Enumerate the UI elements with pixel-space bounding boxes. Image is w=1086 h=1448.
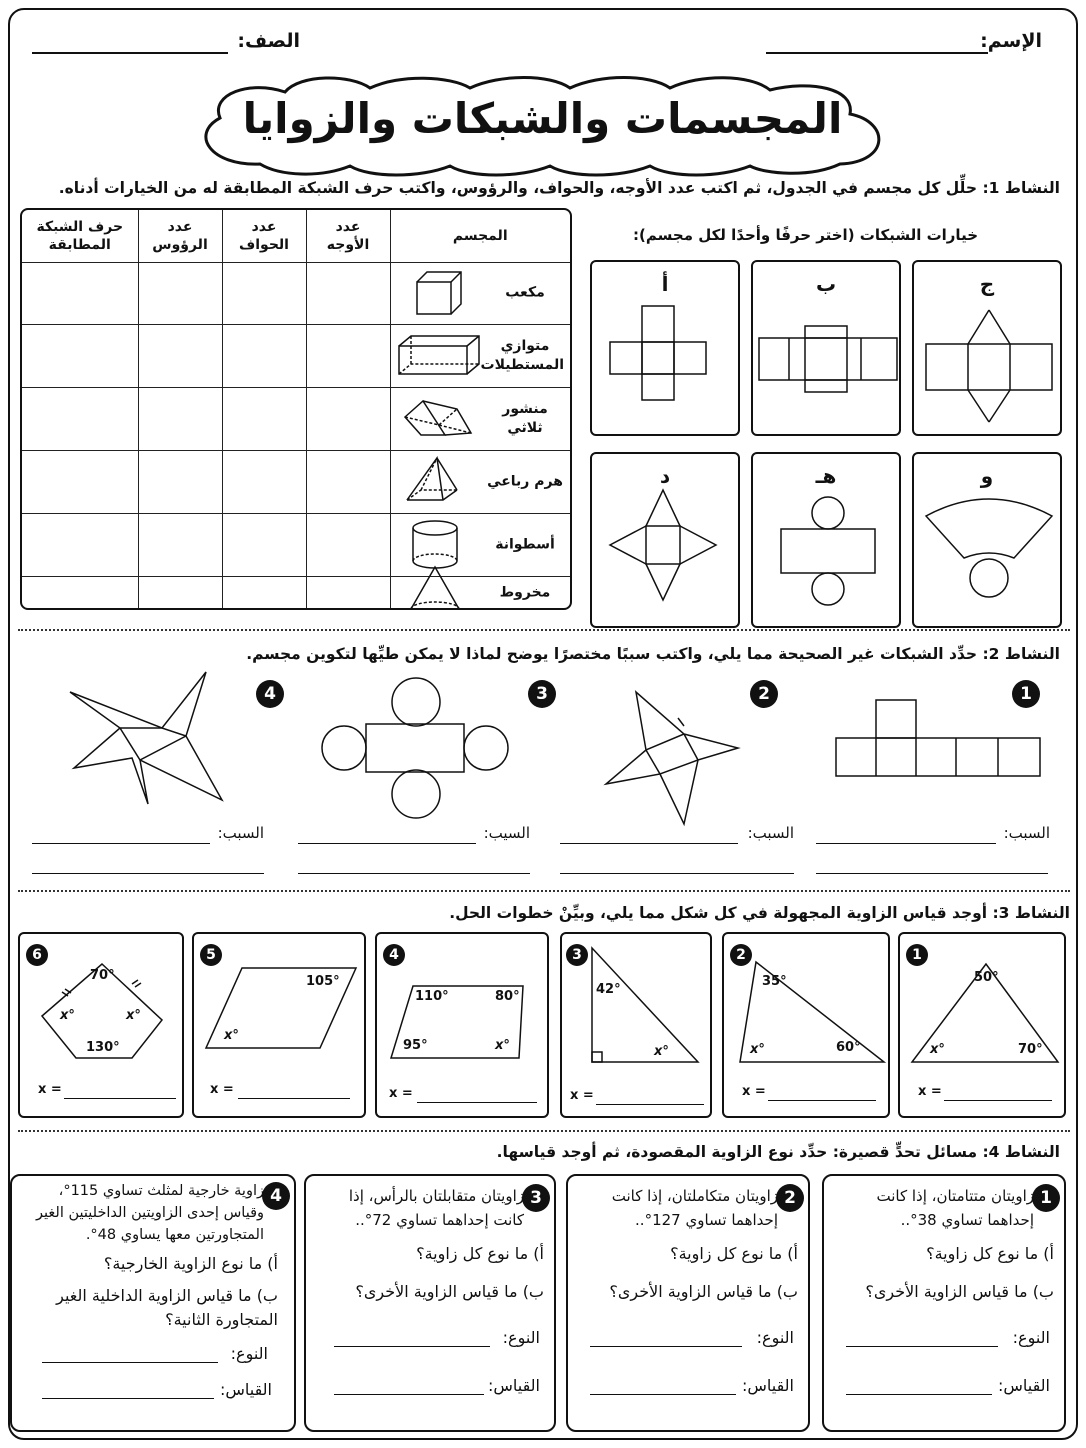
pyramid-net-icon bbox=[592, 454, 742, 630]
reason-line[interactable] bbox=[560, 873, 794, 874]
solid-rectangular-prism bbox=[390, 325, 570, 388]
question-b: ب) ما قياس الزاوية الداخلية الغير المتجاورة الثانية؟ bbox=[56, 1286, 278, 1329]
angle-label: x° bbox=[654, 1044, 669, 1059]
solid-name: أسطوانة bbox=[495, 536, 555, 553]
net-option-dal[interactable] bbox=[590, 452, 740, 628]
number-badge: 2 bbox=[730, 944, 752, 966]
col-net-letter: حرف الشبكة المطابقة bbox=[22, 210, 138, 262]
class-label: الصف: bbox=[237, 30, 300, 52]
challenge-problem-1 bbox=[822, 1174, 1066, 1432]
challenge-problem-2 bbox=[566, 1174, 810, 1432]
edges-cell[interactable] bbox=[222, 451, 306, 514]
name-label: الإسم: bbox=[980, 30, 1042, 52]
vertices-cell[interactable] bbox=[138, 262, 222, 325]
nets-heading: خيارات الشبكات (اختر حرفًا وأحدًا لكل مجسم): bbox=[633, 226, 978, 244]
reason-line[interactable] bbox=[298, 873, 530, 874]
faces-cell[interactable] bbox=[306, 325, 390, 388]
solid-name: متوازي المستطيلات bbox=[480, 338, 564, 374]
solid-name: هرم رباعي bbox=[487, 473, 563, 490]
number-badge: 1 bbox=[906, 944, 928, 966]
x-equals-label: x = bbox=[389, 1086, 413, 1101]
question-b: ب) ما قياس الزاوية الأخرى؟ bbox=[609, 1282, 798, 1301]
rectangular-prism-net-icon bbox=[753, 262, 903, 438]
solid-cube bbox=[390, 262, 570, 325]
type-answer-line[interactable] bbox=[846, 1346, 998, 1347]
solid-name: منشور ثلاثي bbox=[502, 401, 548, 437]
section-divider bbox=[18, 1130, 1070, 1132]
angle-label: 70° bbox=[1018, 1042, 1043, 1057]
faces-cell[interactable] bbox=[306, 451, 390, 514]
col-faces: عدد الأوجه bbox=[306, 210, 390, 262]
edges-cell[interactable] bbox=[222, 325, 306, 388]
angle-label: 35° bbox=[762, 974, 787, 989]
reason-label: السيب: bbox=[483, 824, 530, 842]
angle-label: 60° bbox=[836, 1040, 861, 1055]
angle-label: x° bbox=[224, 1028, 239, 1043]
triangular-prism-icon bbox=[401, 397, 475, 441]
cylinder-icon bbox=[401, 519, 465, 571]
angle-label: x° bbox=[60, 1008, 75, 1023]
number-badge: 2 bbox=[776, 1184, 804, 1212]
number-badge: 6 bbox=[26, 944, 48, 966]
question-b: ب) ما قياس الزاوية الأخرى؟ bbox=[865, 1282, 1054, 1301]
number-badge: 1 bbox=[1032, 1184, 1060, 1212]
angle-label: x° bbox=[495, 1038, 510, 1053]
type-label: النوع: bbox=[502, 1328, 540, 1347]
rectangular-prism-icon bbox=[397, 334, 481, 378]
cube-icon bbox=[401, 268, 465, 318]
question-a: أ) ما نوع الزاوية الخارجية؟ bbox=[103, 1254, 278, 1273]
net-letter: هـ bbox=[815, 464, 837, 488]
title-cloud bbox=[190, 74, 895, 178]
reason-line[interactable] bbox=[560, 843, 738, 844]
number-badge: 1 bbox=[1012, 680, 1040, 708]
challenge-problem-3 bbox=[304, 1174, 556, 1432]
vertices-cell[interactable] bbox=[138, 388, 222, 451]
reason-label: السبب: bbox=[747, 824, 794, 842]
col-vertices: عدد الرؤوس bbox=[138, 210, 222, 262]
net-letter-cell[interactable] bbox=[22, 451, 138, 514]
net-figure-1 bbox=[830, 696, 1046, 780]
angle-label: 42° bbox=[596, 982, 621, 997]
x-equals-label: x = bbox=[210, 1082, 234, 1097]
angle-label: 70° bbox=[90, 968, 115, 983]
problem-text: زاويتان متقابلتان بالرأس، إذا كانت إحداهما تساوي 72°.. bbox=[348, 1187, 524, 1229]
measure-answer-line[interactable] bbox=[590, 1394, 736, 1395]
cube-net-icon bbox=[592, 262, 742, 438]
edges-cell[interactable] bbox=[222, 577, 306, 608]
reason-label: السبب: bbox=[217, 824, 264, 842]
net-letter: ب bbox=[815, 272, 837, 296]
reason-line[interactable] bbox=[816, 843, 996, 844]
type-answer-line[interactable] bbox=[42, 1362, 218, 1363]
faces-cell[interactable] bbox=[306, 388, 390, 451]
answer-line[interactable] bbox=[596, 1104, 704, 1105]
number-badge: 3 bbox=[522, 1184, 550, 1212]
cylinder-net-icon bbox=[753, 454, 903, 630]
net-option-haa[interactable] bbox=[751, 452, 901, 628]
page-title: المجسمات والشبكات والزوايا bbox=[242, 94, 843, 143]
angle-label: 80° bbox=[495, 989, 520, 1004]
solid-triangular-prism bbox=[390, 388, 570, 451]
problem-text: زاوية خارجية لمثلث تساوي 115°، وقياس إحدى الزاويتين الداخليتين الغير المتجاورتين معها يساوي 48°. bbox=[36, 1183, 264, 1243]
net-letter-cell[interactable] bbox=[22, 577, 138, 608]
x-equals-label: x = bbox=[918, 1084, 942, 1099]
net-letter-cell[interactable] bbox=[22, 262, 138, 325]
answer-line[interactable] bbox=[417, 1102, 537, 1103]
number-badge: 5 bbox=[200, 944, 222, 966]
activity1-instruction: النشاط 1: حلِّل كل مجسم في الجدول، ثم اكتب عدد الأوجه، والحواف، والرؤوس، واكتب حرف الشبكة المطابقة له من الخيارات أدناه. bbox=[58, 179, 1060, 197]
faces-cell[interactable] bbox=[306, 514, 390, 577]
type-answer-line[interactable] bbox=[590, 1346, 742, 1347]
table-row bbox=[22, 262, 570, 325]
angle-problem-4 bbox=[375, 932, 549, 1118]
measure-answer-line[interactable] bbox=[334, 1394, 484, 1395]
reason-line[interactable] bbox=[298, 843, 476, 844]
pyramid-icon bbox=[401, 456, 465, 508]
measure-answer-line[interactable] bbox=[846, 1394, 992, 1395]
answer-line[interactable] bbox=[768, 1100, 876, 1101]
measure-label: القياس: bbox=[219, 1380, 272, 1399]
solid-cone bbox=[390, 577, 570, 608]
type-label: النوع: bbox=[756, 1328, 794, 1347]
number-badge: 4 bbox=[383, 944, 405, 966]
x-equals-label: x = bbox=[38, 1082, 62, 1097]
angle-label: x° bbox=[126, 1008, 141, 1023]
question-a: أ) ما نوع كل زاوية؟ bbox=[416, 1244, 544, 1263]
angle-label: 95° bbox=[403, 1038, 428, 1053]
reason-line[interactable] bbox=[816, 873, 1048, 874]
class-field[interactable] bbox=[32, 52, 228, 54]
net-letter-cell[interactable] bbox=[22, 388, 138, 451]
angle-label: 105° bbox=[306, 974, 340, 989]
solid-name: مخروط bbox=[499, 584, 551, 601]
angle-label: 50° bbox=[974, 970, 999, 985]
x-equals-label: x = bbox=[742, 1084, 766, 1099]
x-equals-label: x = bbox=[570, 1088, 594, 1103]
vertices-cell[interactable] bbox=[138, 451, 222, 514]
net-letter: د bbox=[659, 464, 671, 488]
angle-label: x° bbox=[750, 1042, 765, 1057]
faces-cell[interactable] bbox=[306, 262, 390, 325]
net-figure-2 bbox=[600, 688, 744, 828]
edges-cell[interactable] bbox=[222, 262, 306, 325]
vertices-cell[interactable] bbox=[138, 577, 222, 608]
answer-line[interactable] bbox=[64, 1098, 176, 1099]
table-row bbox=[22, 388, 570, 451]
challenge-problem-4 bbox=[10, 1174, 296, 1432]
section-divider bbox=[18, 629, 1070, 631]
problem-text: زاويتان متكاملتان، إذا كانت إحداهما تساوي 127°.. bbox=[611, 1187, 778, 1229]
table-row bbox=[22, 514, 570, 577]
net-letter-cell[interactable] bbox=[22, 514, 138, 577]
angle-problem-3 bbox=[560, 932, 712, 1118]
section-divider bbox=[18, 890, 1070, 892]
net-letter: و bbox=[980, 464, 994, 488]
question-a: أ) ما نوع كل زاوية؟ bbox=[926, 1244, 1054, 1263]
net-option-alef[interactable] bbox=[590, 260, 740, 436]
measure-label: القياس: bbox=[741, 1376, 794, 1395]
net-option-baa[interactable] bbox=[751, 260, 901, 436]
table-row bbox=[22, 325, 570, 388]
reason-line[interactable] bbox=[32, 843, 210, 844]
net-figure-4 bbox=[66, 668, 226, 808]
vertices-cell[interactable] bbox=[138, 514, 222, 577]
number-badge: 2 bbox=[750, 680, 778, 708]
col-edges: عدد الحواف bbox=[222, 210, 306, 262]
net-option-waw[interactable] bbox=[912, 452, 1062, 628]
table-row bbox=[22, 577, 570, 608]
type-label: النوع: bbox=[230, 1344, 268, 1363]
solids-table bbox=[20, 208, 572, 610]
net-letter: ج bbox=[979, 272, 995, 296]
edges-cell[interactable] bbox=[222, 514, 306, 577]
cone-icon bbox=[401, 565, 465, 610]
number-badge: 4 bbox=[256, 680, 284, 708]
angle-problem-6 bbox=[18, 932, 184, 1118]
net-letter: أ bbox=[661, 272, 669, 296]
col-solid: المجسم bbox=[390, 210, 570, 262]
solid-name: مكعب bbox=[505, 284, 545, 301]
number-badge: 3 bbox=[566, 944, 588, 966]
net-option-jeem[interactable] bbox=[912, 260, 1062, 436]
measure-label: القياس: bbox=[997, 1376, 1050, 1395]
cone-net-icon bbox=[914, 454, 1064, 630]
measure-label: القياس: bbox=[487, 1376, 540, 1395]
reason-line[interactable] bbox=[32, 873, 264, 874]
type-label: النوع: bbox=[1012, 1328, 1050, 1347]
triangular-prism-net-icon bbox=[914, 262, 1064, 438]
solid-square-pyramid bbox=[390, 451, 570, 514]
faces-cell[interactable] bbox=[306, 577, 390, 608]
number-badge: 3 bbox=[528, 680, 556, 708]
angle-label: 130° bbox=[86, 1040, 120, 1055]
angle-label: 110° bbox=[415, 989, 449, 1004]
angle-label: x° bbox=[930, 1042, 945, 1057]
name-field[interactable] bbox=[766, 52, 988, 54]
angle-problem-5 bbox=[192, 932, 366, 1118]
problem-text: زاويتان متتامتان، إذا كانت إحداهما تساوي 38°.. bbox=[876, 1187, 1034, 1229]
answer-line[interactable] bbox=[238, 1098, 350, 1099]
measure-answer-line[interactable] bbox=[42, 1398, 214, 1399]
answer-line[interactable] bbox=[944, 1100, 1052, 1101]
question-b: ب) ما قياس الزاوية الأخرى؟ bbox=[355, 1282, 544, 1301]
activity4-instruction: النشاط 4: مسائل تحدٍّ قصيرة: حدِّد نوع الزاوية المقصودة، ثم أوجد قياسها. bbox=[496, 1143, 1060, 1161]
angle-problem-1 bbox=[898, 932, 1066, 1118]
table-row bbox=[22, 451, 570, 514]
type-answer-line[interactable] bbox=[334, 1346, 490, 1347]
number-badge: 4 bbox=[262, 1182, 290, 1210]
activity3-instruction: النشاط 3: أوجد قياس الزاوية المجهولة في كل شكل مما يلي، وبيِّنْ خطوات الحل. bbox=[449, 904, 1070, 922]
activity2-instruction: النشاط 2: حدِّد الشبكات غير الصحيحة مما يلي، واكتب سببًا مختصرًا يوضح لماذا لا يمكن طيِّها لتكوين مجسم. bbox=[246, 645, 1060, 663]
net-figure-3 bbox=[318, 676, 514, 820]
angle-problem-2 bbox=[722, 932, 890, 1118]
reason-label: السبب: bbox=[1003, 824, 1050, 842]
edges-cell[interactable] bbox=[222, 388, 306, 451]
question-a: أ) ما نوع كل زاوية؟ bbox=[670, 1244, 798, 1263]
net-letter-cell[interactable] bbox=[22, 325, 138, 388]
table-header-row bbox=[22, 210, 570, 262]
vertices-cell[interactable] bbox=[138, 325, 222, 388]
